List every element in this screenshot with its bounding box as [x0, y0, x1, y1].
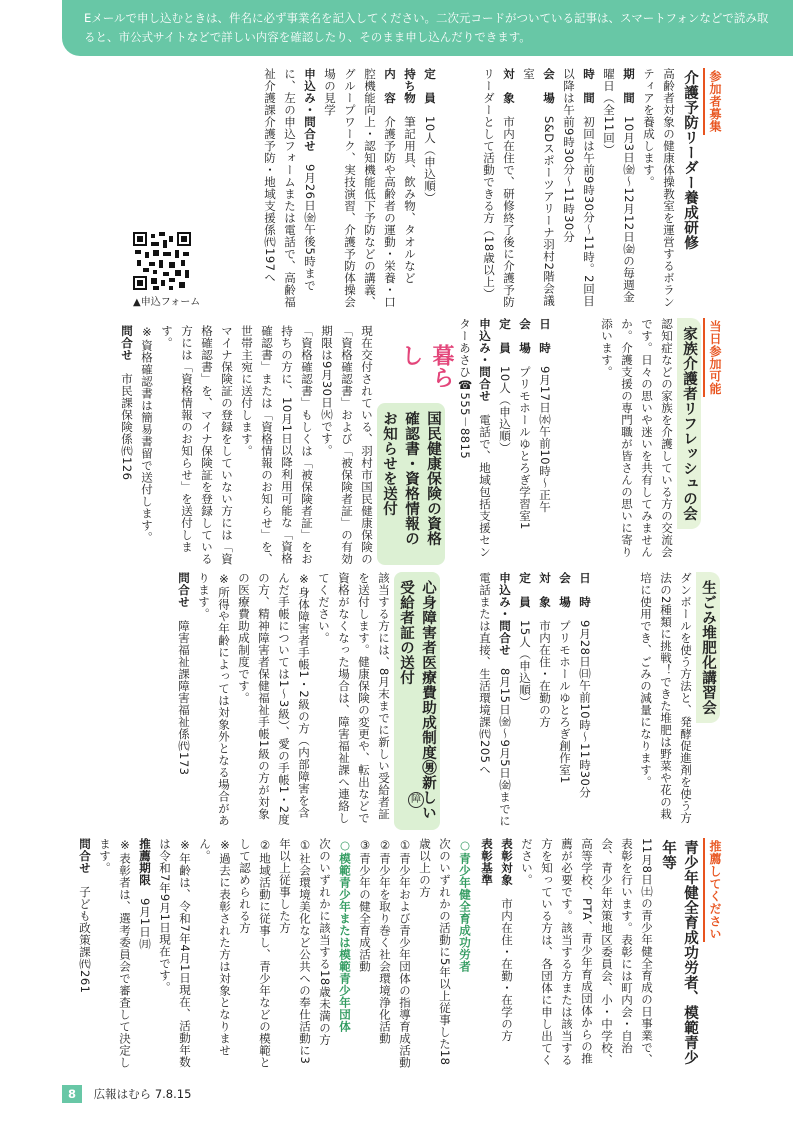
health-insurance-title: 国民健康保険の資格確認書・資格情報のお知らせを送付 — [377, 403, 445, 565]
compost-title: 生ごみ堆肥化講習会 — [696, 572, 720, 723]
youth-award-body: 11月8日㈯の青少年健全育成の日事業で、表彰を行います。表彰には町内会・自治会、青少年対策地区委員会、小・中学校、高等学校、PTA、青少年育成団体からの推薦が必要です。該当する方または該当する方を知っている方は、各団体に申し出てください。 — [520, 838, 654, 1066]
article-care-leader: 参加者募集 介護予防リーダー養成研修 高齢者対象の健康体操教室を運営するボランティアを養成します。 期 間 10月3日㈮～12月12日㈮の毎週金曜日（全11回） 時 間 初回は午前9時30分～11時。2回目以降は午前9時30分～11時30分 会 場 S&Dスポーツアリーナ羽村2階会議室 対 象 市内在住で、研修終了後に介護予防リーダーとして活動できる方（18歳以上） — [445, 68, 725, 313]
article-youth-award-criteria: ○青少年健全育成功労者 次のいずれかの活動に5年以上従事した18歳以上の方 ①青少年および青少年団体の指導育成活動 ②青少年を取り巻く社会環境浄化活動 ③青少年の健全育成活動 ○模範青少年または模範青少年団体 次のいずれかに該当する18歳未満の方 ①社会環境美化など公共への奉仕活動に3年以上従事した方 ②地域活動に従事し、青少年などの模範として認められる方 ※過去に表彰された方は対象となりません。 ※年齢は、令和7年4月1日現在、活動年数は令和7年9月1日現在です。 推薦期限 9月1日㈪ ※表彰者は、選考委員会で審査して決定します。 問合せ 子ども政策課㈹261 — [78, 838, 472, 1069]
footer-publication: 広報はむら 7.8.15 — [93, 1087, 192, 1101]
care-leader-tag: 参加者募集 — [703, 68, 725, 135]
youth-award-tag: 推薦してください — [703, 838, 725, 942]
disability-badge-icon: 障 — [408, 792, 424, 808]
health-insurance-body2: 「資格確認書」もしくは「被保険者証」をお持ちの方に、10月1日以降利用可能な「資格確認書」または「資格情報のお知らせ」を、世帯主宛に送付します。 — [240, 325, 314, 565]
article-disability-medical: 心身障害者医療費助成制度㊚新しい受給者証の送付 該当する方には、8月末までに新しい受給者証を送付します。健康保険の変更や、転出などで資格がなくなった場合は、障害福祉課へ連絡してください。 ※身体障害者手帳1・2級の方（内部障害を含んだ手帳については1～3級）、愛の手帳1・2度の方、精神障害者保健福祉手帳1級の方が対象の医療費助成制度です。 ※所得や年齢によっては対象外となる場合があります。 問合せ 障害福祉課障害福祉係㈹173 — [118, 572, 440, 830]
qr-code-icon[interactable] — [133, 232, 191, 290]
article-health-insurance: 国民健康保険の資格確認書・資格情報のお知らせを送付 現在交付されている、羽村市国民健康保険の「資格確認書」および「被保険者証」の有効期限は9月30日㈫です。 「資格確認書」もしくは「被保険者証」をお持ちの方に、10月1日以降利用可能な「資格確認書」または「資格情報のお知らせ」を、世帯主宛に送付します。 マイナ保険証の登録をしていない方には「資格確認書」を、マイナ保険証を登録している方には「資格情報のお知らせ」を送付します。 ※資格確認書は簡易書留で送付します。 問合せ 市民課保険係㈹126 — [80, 325, 445, 565]
article-family-care — [560, 318, 725, 568]
health-insurance-note: ※資格確認書は簡易書留で送付します。 — [140, 325, 154, 544]
compost-body: ダンボールを使う方法と、発酵促進剤を使う方法の2種類に挑戦！できた堆肥は野菜や花の栽培に使用でき、ごみの減量になります。 — [639, 572, 693, 824]
disability-title: 心身障害者医療費助成制度㊚新しい受給者証の送付 — [394, 572, 440, 830]
article-care-leader-details: 定 員 10人（申込順） 持ち物 筆記用具、飲み物、タオルなど 内 容 介護予防や高齢者の運動・栄養・口腔機能向上・認知機能低下予防などの講義、グループワーク、実技演習、介護予防体操会場の見学 申込み・問合せ 9月26日㈮午後5時までに、左の申込フォームまたは電話で、高齢福祉介護課介護予防・地域支援係㈹197へ — [263, 68, 437, 308]
care-leader-body: 高齢者対象の健康体操教室を運営するボランティアを養成します。 — [642, 68, 676, 308]
section-label-kurashi: 暮らし — [404, 344, 448, 400]
article-compost — [600, 572, 720, 830]
page-footer — [62, 1085, 191, 1103]
article-youth-award: 推薦してください 青少年健全育成功労者、模範青少年等 11月8日㈯の青少年健全育成の日事業で、表彰を行います。表彰には町内会・自治会、青少年対策地区委員会、小・中学校、高等学校、PTA、青少年育成団体からの推薦が必要です。該当する方または該当する方を知っている方は、各団体に申し出てください。 表彰対象 市内在住・在勤・在学の方 表彰基準 — [480, 838, 725, 1073]
family-care-title: 家族介護者リフレッシュの会 — [677, 318, 701, 529]
family-care-tag: 当日参加可能 — [703, 318, 725, 397]
disability-note2: ※所得や年齢によっては対象外となる場合があります。 — [197, 572, 231, 827]
article-family-care-details: 日 時 9月17日㈬午前10時～正午 会 場 プリモホールゆとろぎ学習室1 定 員 10人（申込順） 申込み・問合せ 電話で、地域包括支援センターあさひ☎555－8815 — [458, 318, 552, 558]
banner-text: Eメールで申し込むときは、件名に必ず事業名を記入してください。二次元コードがついている記事は、スマートフォンなどで読み取ると、市公式サイトなどで詳しい内容を確認したり、そのまま申し込んだりできます。 — [84, 11, 769, 44]
page-number: 8 — [62, 1085, 82, 1103]
health-insurance-body1: 現在交付されている、羽村市国民健康保険の「資格確認書」および「被保険者証」の有効期限は9月30日㈫です。 — [320, 325, 374, 565]
health-insurance-body3: マイナ保険証の登録をしていない方には「資格確認書」を、マイナ保険証を登録している方には「資格情報のお知らせ」を送付します。 — [160, 325, 234, 565]
qr-caption: ▲申込フォーム — [133, 297, 201, 308]
care-leader-title: 介護予防リーダー養成研修 — [682, 70, 698, 250]
disability-note1: ※身体障害者手帳1・2級の方（内部障害を含んだ手帳については1～3級）、愛の手帳1・2度の方、精神障害者保健福祉手帳1級の方が対象の医療費助成制度です。 — [237, 572, 311, 826]
youth-award-title: 青少年健全育成功労者、模範青少年等 — [660, 840, 698, 1065]
disability-body: 該当する方には、8月末までに新しい受給者証を送付します。健康保険の変更や、転出などで資格がなくなった場合は、障害福祉課へ連絡してください。 — [317, 572, 391, 824]
article-compost-details: 日 時 9月28日㈰午前10時～11時30分 会 場 プリモホールゆとろぎ創作室1 対 象 市内在住・在勤の方 定 員 15人（申込順） 申込み・問合せ 8月15日㈮～9月5日㈮までに電話または直接、生活環境課㈹205へ — [478, 572, 592, 828]
email-notice-banner — [62, 0, 793, 56]
family-care-body: 認知症などの家族を介護している方の交流会です。日々の思いや迷いを共有してみませんか。介護支援の専門職が皆さんの思いに寄り添います。 — [600, 318, 674, 558]
